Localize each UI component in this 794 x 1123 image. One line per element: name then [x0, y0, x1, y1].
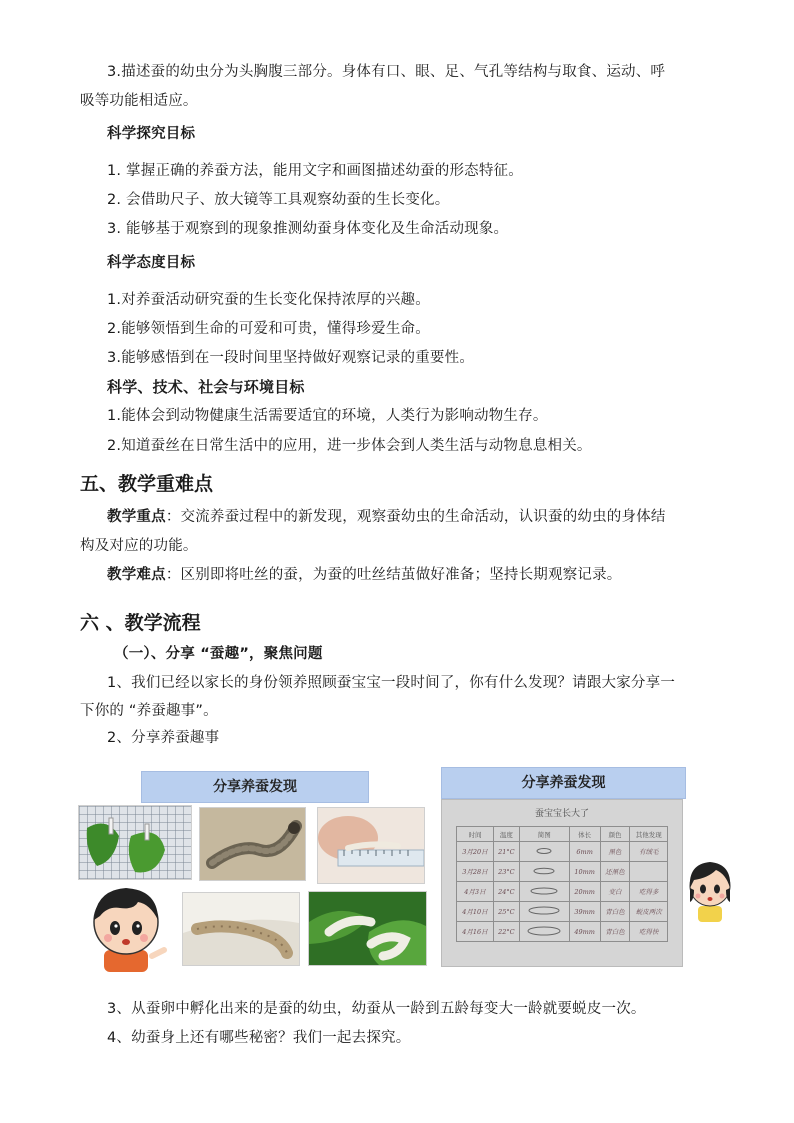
section-5-title: 五、教学重难点: [80, 473, 214, 495]
table-cell: 3月28日: [457, 862, 494, 882]
sketch-cell: [519, 902, 569, 922]
right-label-bar: 分享养蚕发现: [441, 767, 686, 799]
table-cell: 吃得多: [630, 882, 668, 902]
flow-p1-line2: 下你的 “养蚕趣事”。: [80, 703, 218, 719]
photo-silkworm-paper: [182, 892, 300, 966]
photo-leaves-cage: [78, 805, 192, 880]
teaching-difficulty-text: ：区别即将吐丝的蚕，为蚕的吐丝结茧做好准备；坚持长期观察记录。: [165, 567, 622, 583]
section-6-title: 六 、教学流程: [80, 612, 201, 634]
table-cell: 49mm: [569, 922, 600, 942]
record-table-title: 蚕宝宝长大了: [534, 809, 589, 819]
silkworm-sketch-icon: [533, 847, 555, 855]
table-cell: 吃得快: [630, 922, 668, 942]
inquiry-goals-heading: 科学探究目标: [107, 126, 196, 142]
flow-p4: 4、幼蚕身上还有哪些秘密？我们一起去探究。: [107, 1030, 411, 1046]
sts-goals-heading: 科学、技术、社会与环境目标: [107, 378, 305, 396]
flow-p1-line1: 1、我们已经以家长的身份领养照顾蚕宝宝一段时间了，你有什么发现？请跟大家分享一: [107, 675, 676, 691]
girl-cartoon-icon: [686, 856, 734, 922]
sketch-cell: [519, 842, 569, 862]
table-header: 温度: [493, 827, 519, 842]
attitude-goal-2: 2.能够领悟到生命的可爱和可贵，懂得珍爱生命。: [107, 321, 430, 337]
table-cell: 39mm: [569, 902, 600, 922]
table-cell: 还黑色: [600, 862, 630, 882]
table-cell: 3月20日: [457, 842, 494, 862]
silkworm-sketch-icon: [529, 887, 559, 895]
sketch-cell: [519, 882, 569, 902]
attitude-goal-3: 3.能够感悟到在一段时间里坚持做好观察记录的重要性。: [107, 350, 475, 366]
attitude-goals-heading: 科学态度目标: [107, 255, 196, 271]
table-cell: [630, 862, 668, 882]
table-header-row: [457, 827, 668, 842]
table-cell: 21°C: [493, 842, 519, 862]
table-cell: 24°C: [493, 882, 519, 902]
silkworm-sketch-icon: [526, 926, 562, 936]
photo-silkworm-closeup: [199, 807, 306, 881]
sketch-cell: [519, 862, 569, 882]
table-row: [457, 842, 668, 862]
table-cell: 25°C: [493, 902, 519, 922]
section-6-sub1: （一）、分享 “蚕趣”，聚焦问题: [114, 646, 323, 662]
attitude-goal-1: 1.对养蚕活动研究蚕的生长变化保持浓厚的兴趣。: [107, 292, 430, 308]
table-header: 时间: [457, 827, 494, 842]
table-cell: 有绒毛: [630, 842, 668, 862]
photo-measuring-ruler: [317, 807, 425, 884]
teaching-focus-text: ：交流养蚕过程中的新发现，观察蚕幼虫的生命活动，认识蚕的幼虫的身体结: [165, 509, 666, 525]
table-cell: 4月3日: [457, 882, 494, 902]
inquiry-goal-1: 1. 掌握正确的养蚕方法，能用文字和画图描述幼蚕的形态特征。: [107, 163, 523, 179]
inquiry-goal-3: 3. 能够基于观察到的现象推测幼蚕身体变化及生命活动现象。: [107, 221, 509, 237]
table-header: 其他发现: [630, 827, 668, 842]
observation-table: [456, 826, 668, 942]
teaching-difficulty-label: 教学难点: [107, 567, 166, 583]
teaching-focus-label: 教学重点: [107, 509, 166, 525]
table-row: [457, 902, 668, 922]
sts-goal-2: 2.知道蚕丝在日常生活中的应用，进一步体会到人类生活与动物息息相关。: [107, 438, 592, 454]
goal-item-3-line2: 吸等功能相适应。: [80, 93, 198, 109]
flow-p3: 3、从蚕卵中孵化出来的是蚕的幼虫，幼蚕从一龄到五龄每变大一龄就要蜕皮一次。: [107, 1001, 646, 1017]
table-row: [457, 882, 668, 902]
table-row: [457, 862, 668, 882]
teaching-focus-line2: 构及对应的功能。: [80, 538, 198, 554]
observation-record-card: [441, 799, 683, 967]
left-label-bar: 分享养蚕发现: [141, 771, 369, 803]
table-cell: 黑色: [600, 842, 630, 862]
table-header: 简图: [519, 827, 569, 842]
table-header: 颜色: [600, 827, 630, 842]
table-cell: 10mm: [569, 862, 600, 882]
table-cell: 6mm: [569, 842, 600, 862]
table-cell: 20mm: [569, 882, 600, 902]
silkworm-sketch-icon: [527, 906, 561, 915]
table-cell: 4月10日: [457, 902, 494, 922]
table-header: 体长: [569, 827, 600, 842]
silkworm-sketch-icon: [531, 867, 557, 875]
table-row: [457, 922, 668, 942]
flow-p2: 2、分享养蚕趣事: [107, 730, 220, 746]
table-cell: 蜕皮两次: [630, 902, 668, 922]
table-cell: 23°C: [493, 862, 519, 882]
table-cell: 变白: [600, 882, 630, 902]
photo-silkworms-on-leaves: [308, 891, 427, 966]
teaching-focus: [107, 507, 666, 527]
table-cell: 青白色: [600, 902, 630, 922]
table-cell: 青白色: [600, 922, 630, 942]
sketch-cell: [519, 922, 569, 942]
goal-item-3-line1: 3.描述蚕的幼虫分为头胸腹三部分。身体有口、眼、足、气孔等结构与取食、运动、呼: [107, 64, 666, 80]
table-cell: 22°C: [493, 922, 519, 942]
boy-cartoon-icon: [80, 880, 172, 972]
inquiry-goal-2: 2. 会借助尺子、放大镜等工具观察幼蚕的生长变化。: [107, 192, 450, 208]
sts-goal-1: 1.能体会到动物健康生活需要适宜的环境，人类行为影响动物生存。: [107, 408, 548, 424]
teaching-difficulty: [107, 565, 622, 585]
table-cell: 4月16日: [457, 922, 494, 942]
